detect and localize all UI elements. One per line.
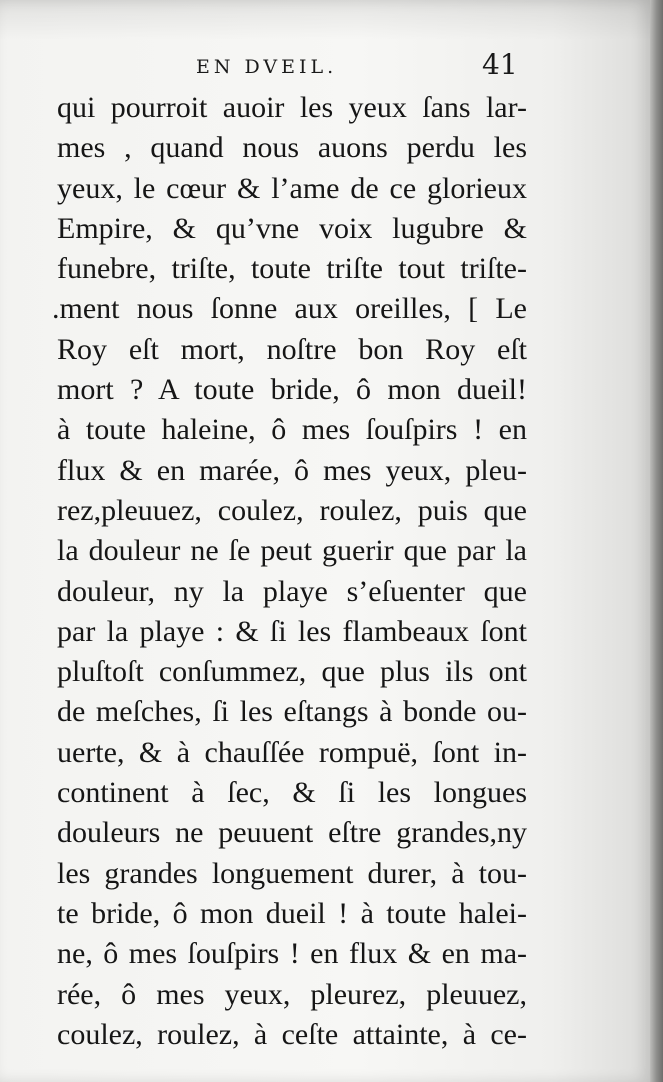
text-line: mes , quand nous auons perdu les: [57, 131, 527, 165]
text-line: douleurs ne peuuent eſtre grandes,ny: [57, 816, 527, 850]
text-line: les grandes longuement durer, à tou-: [57, 856, 527, 890]
text-line: flux & en marée, ô mes yeux, pleu-: [57, 453, 527, 487]
body-text: [52, 88, 527, 1055]
text-line: Roy eſt mort, noſtre bon Roy eſt: [57, 332, 527, 366]
text-line: par la playe : & ſi les flambeaux ſont: [57, 614, 527, 648]
text-line: rée, ô mes yeux, pleurez, pleuuez,: [57, 977, 527, 1011]
text-line: .ment nous ſonne aux oreilles, [ Le: [52, 292, 527, 326]
text-line: funebre, triſte, toute triſte tout triſte-: [57, 252, 527, 286]
text-line: douleur, ny la playe s’eſuenter que: [57, 574, 527, 608]
text-line: à toute haleine, ô mes ſouſpirs ! en: [57, 413, 527, 447]
text-line: ne, ô mes ſouſpirs ! en flux & en ma-: [57, 937, 527, 971]
text-line: uerte, & à chauſſée rompuë, ſont in-: [57, 735, 527, 769]
text-line: mort ? A toute bride, ô mon dueil!: [57, 373, 527, 407]
text-line: qui pourroit auoir les yeux ſans lar-: [57, 91, 527, 124]
text-line: la douleur ne ſe peut guerir que par la: [57, 534, 527, 568]
text-line: Empire, & qu’vne voix lugubre &: [57, 211, 527, 245]
text-line: coulez, roulez, à ceſte attainte, à ce-: [57, 1017, 527, 1051]
text-line: rez,pleuuez, coulez, roulez, puis que: [57, 493, 527, 527]
text-line: yeux, le cœur & l’ame de ce glorieux: [57, 171, 527, 205]
page-number: 41: [482, 48, 518, 81]
page-shadow: [0, 0, 650, 40]
text-line: te bride, ô mon dueil ! à toute halei-: [57, 896, 527, 930]
text-line: de meſches, ſi les eſtangs à bonde ou-: [57, 695, 527, 729]
page-edge: [650, 0, 663, 1082]
running-title: EN DVEIL.: [196, 56, 338, 78]
text-line: continent à ſec, & ſi les longues: [57, 776, 527, 810]
text-line: pluſtoſt conſummez, que plus ils ont: [57, 655, 527, 689]
